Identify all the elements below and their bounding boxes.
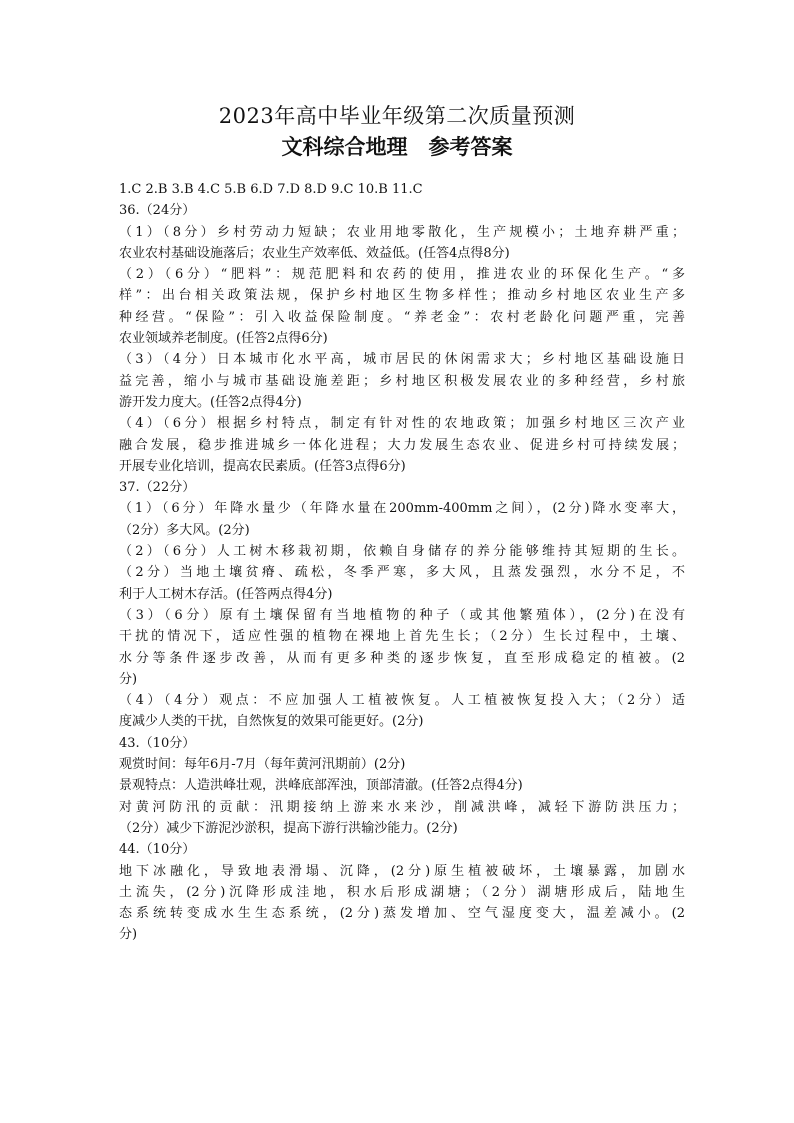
document-subtitle: 文科综合地理 参考答案 — [281, 134, 513, 159]
answer-body — [119, 179, 685, 946]
answer-line: 对黄河防汛的贡献：汛期接纳上游来水来沙，削减洪峰，减轻下游防洪压力； — [119, 799, 685, 815]
answer-line: 分) — [119, 927, 138, 943]
answer-line: 36.（24分） — [119, 203, 196, 219]
answer-line: 游开发力度大。(任答2点得4分) — [119, 394, 302, 410]
answer-line: 利于人工树木存活。(任答两点得4分) — [119, 586, 333, 602]
answer-line: 度减少人类的干扰，自然恢复的效果可能更好。(2分) — [119, 714, 424, 730]
answer-line: 分) — [119, 671, 138, 687]
answer-line: （1）（8分）乡村劳动力短缺；农业用地零散化，生产规模小；土地弃耕严重； — [119, 224, 685, 240]
answer-line: 农业领域养老制度。(任答2点得6分) — [119, 331, 328, 347]
answer-line: 观赏时间：每年6月-7月（每年黄河汛期前）(2分) — [119, 757, 406, 773]
answer-line: （1）（6分）年降水量少（年降水量在200mm-400mm之间），(2分)降水变率大， — [119, 501, 685, 517]
answer-line: （2分）减少下游泥沙淤积，提高下游行洪输沙能力。(2分) — [119, 820, 458, 836]
answer-line: 景观特点：人造洪峰壮观，洪峰底部浑浊，顶部清澈。(任答2点得4分) — [119, 778, 523, 794]
answer-line: 融合发展，稳步推进城乡一体化进程；大力发展生态农业、促进乡村可持续发展； — [119, 437, 685, 453]
answer-line: 农业农村基础设施落后；农业生产效率低、效益低。(任答4点得8分) — [119, 245, 510, 261]
answer-line: 43.（10分） — [119, 735, 196, 751]
answer-line: 开展专业化培训，提高农民素质。(任答3点得6分) — [119, 458, 406, 474]
answer-line: （3）（4分）日本城市化水平高，城市居民的休闲需求大；乡村地区基础设施日 — [119, 352, 685, 368]
answer-line: 水分等条件逐步改善，从而有更多种类的逐步恢复，直至形成稳定的植被。(2 — [119, 650, 685, 666]
answer-line: （4）（6分）根据乡村特点，制定有针对性的农地政策；加强乡村地区三次产业 — [119, 416, 685, 432]
answer-line: 1.C 2.B 3.B 4.C 5.B 6.D 7.D 8.D 9.C 10.B 11.C — [119, 182, 423, 197]
answer-line: （2分）当地土壤贫瘠、疏松，冬季严寒，多大风，且蒸发强烈，水分不足，不 — [119, 565, 685, 581]
answer-line: （3）（6分）原有土壤保留有当地植物的种子（或其他繁殖体），(2分)在没有 — [119, 607, 685, 623]
answer-line: 土流失，(2分)沉降形成洼地，积水后形成湖塘；（2分）湖塘形成后，陆地生 — [119, 884, 685, 900]
answer-line: 态系统转变成水生生态系统，(2分)蒸发增加、空气湿度变大，温差减小。(2 — [119, 906, 685, 922]
answer-line: 益完善，缩小与城市基础设施差距；乡村地区积极发展农业的多种经营，乡村旅 — [119, 373, 685, 389]
answer-line: 干扰的情况下，适应性强的植物在裸地上首先生长；（2分）生长过程中，土壤、 — [119, 629, 685, 645]
answer-line: 44.（10分） — [119, 842, 196, 858]
answer-line: （2）（6分）人工树木移栽初期，依赖自身储存的养分能够维持其短期的生长。 — [119, 544, 685, 560]
answer-line: 37.（22分） — [119, 480, 196, 496]
answer-line: 样”：出台相关政策法规，保护乡村地区生物多样性；推动乡村地区农业生产多 — [119, 288, 685, 304]
answer-line: （4）（4分）观点：不应加强人工植被恢复。人工植被恢复投入大；（2分）适 — [119, 693, 685, 709]
document-title: 2023年高中毕业年级第二次质量预测 — [218, 104, 576, 128]
answer-line: 地下冰融化，导致地表滑塌、沉降，(2分)原生植被破坏，土壤暴露，加剧水 — [119, 863, 685, 879]
answer-line: （2）（6分）“肥料”：规范肥料和农药的使用，推进农业的环保化生产。“多 — [119, 267, 685, 283]
answer-line: （2分）多大风。(2分) — [119, 522, 250, 538]
answer-line: 种经营。“保险”：引入收益保险制度。“养老金”：农村老龄化问题严重，完善 — [119, 309, 685, 325]
